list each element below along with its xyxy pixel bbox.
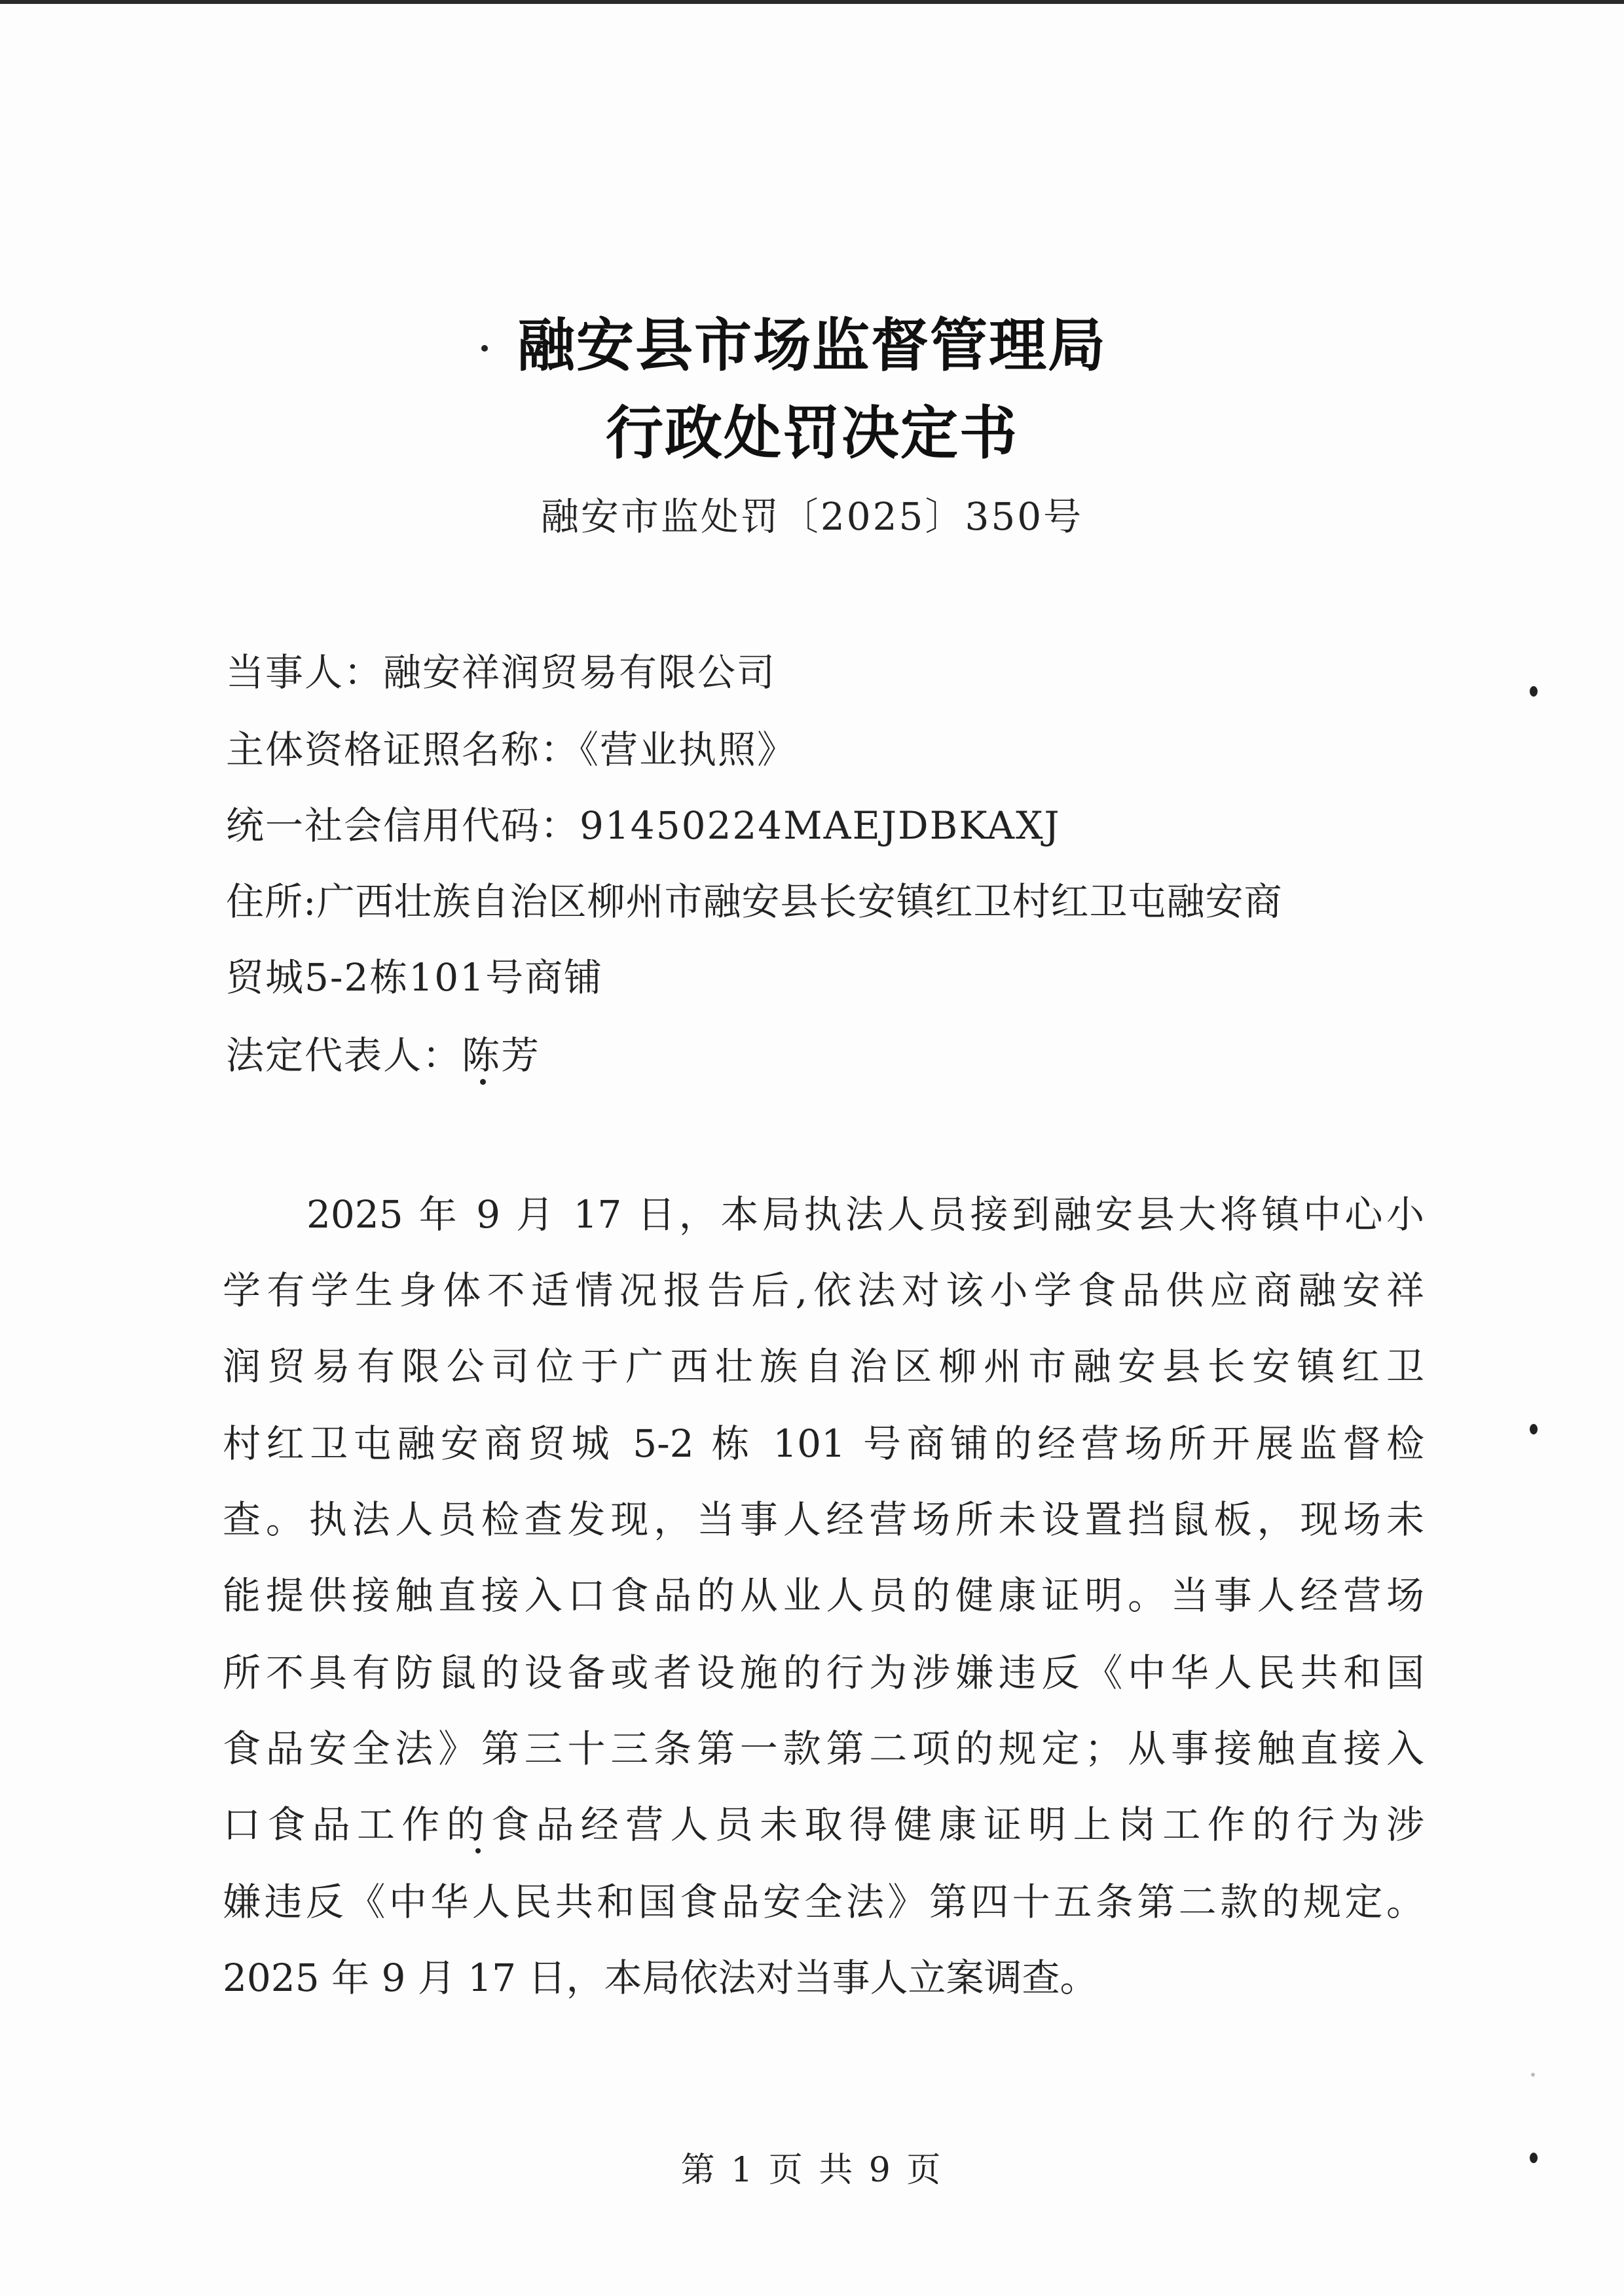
body-line: 润贸易有限公司位于广西壮族自治区柳州市融安县长安镇红卫 — [223, 1344, 1424, 1389]
body-line: 食品安全法》第三十三条第一款第二项的规定；从事接触直接入 — [223, 1726, 1424, 1771]
body-line: 2025 年 9 月 17 日，本局执法人员接到融安县大将镇中心小 — [306, 1192, 1424, 1237]
license-name: 主体资格证照名称：《营业执照》 — [226, 727, 797, 772]
body-line: 学有学生身体不适情况报告后,依法对该小学食品供应商融安祥 — [223, 1268, 1424, 1313]
legal-representative: 法定代表人：陈芳 — [226, 1033, 541, 1078]
document-number: 融安市监处罚〔2025〕350号 — [540, 494, 1084, 539]
scan-dot — [481, 345, 488, 352]
body-line: 2025 年 9 月 17 日，本局依法对当事人立案调查。 — [223, 1956, 1098, 2000]
scan-dot — [475, 1848, 481, 1853]
credit-code: 统一社会信用代码：91450224MAEJDBKAXJ — [226, 803, 1061, 848]
binding-hole-mark — [1530, 2153, 1538, 2163]
address-line-2: 贸城5-2栋101号商铺 — [226, 955, 604, 1000]
agency-title: 融安县市场监督管理局 — [517, 312, 1107, 379]
scan-dot — [1531, 2073, 1535, 2077]
body-line: 嫌违反《中华人民共和国食品安全法》第四十五条第二款的规定。 — [223, 1880, 1424, 1924]
scan-dot — [480, 1079, 486, 1085]
body-line: 能提供接触直接入口食品的从业人员的健康证明。当事人经营场 — [223, 1573, 1424, 1618]
document-title: 行政处罚决定书 — [605, 399, 1018, 467]
binding-hole-mark — [1530, 1424, 1538, 1434]
address-line-1: 住所:广西壮族自治区柳州市融安县长安镇红卫村红卫屯融安商 — [226, 879, 1283, 924]
body-line: 查。执法人员检查发现，当事人经营场所未设置挡鼠板，现场未 — [223, 1497, 1424, 1542]
scan-top-edge — [0, 0, 1624, 4]
body-line: 所不具有防鼠的设备或者设施的行为涉嫌违反《中华人民共和国 — [223, 1650, 1424, 1695]
binding-hole-mark — [1530, 686, 1538, 697]
page-indicator: 第 1 页 共 9 页 — [680, 2151, 944, 2190]
body-line: 村红卫屯融安商贸城 5-2 栋 101 号商铺的经营场所开展监督检 — [223, 1421, 1424, 1466]
party-name: 当事人：融安祥润贸易有限公司 — [226, 650, 777, 695]
body-line: 口食品工作的食品经营人员未取得健康证明上岗工作的行为涉 — [223, 1802, 1424, 1847]
